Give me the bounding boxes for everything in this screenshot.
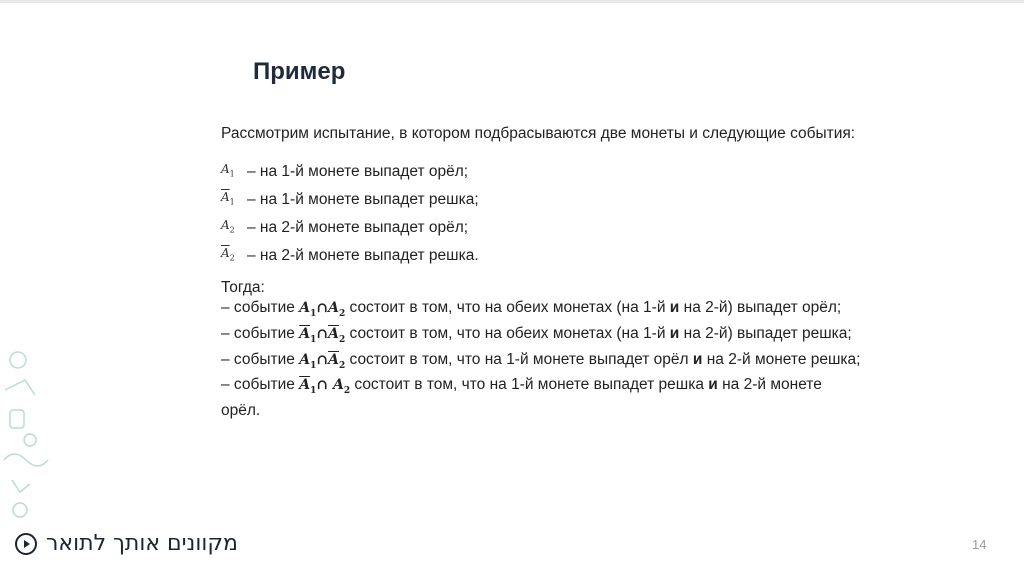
slide-title: Пример: [253, 58, 346, 85]
statement: – событие $\overline{A}_1\cap\overline{A}_2$ состоит в том, что на обеих монетах (на 1-й и на 2-й) выпадет решка;: [221, 324, 852, 345]
event-item: [221, 242, 861, 270]
formula: $\overline{A}_1\cap\overline{A}_2$: [299, 325, 346, 345]
event-text: – на 1-й монете выпадет решка;: [247, 191, 479, 208]
intro-text: Рассмотрим испытание, в котором подбрасываются две монеты и следующие события:: [221, 125, 856, 142]
event-item: [221, 158, 861, 186]
statement: – событие $A_1\cap\overline{A}_2$ состоит в том, что на 1-й монете выпадет орёл и на 2-й монете решка;: [221, 350, 861, 371]
formula: $A_1\cap A_2$: [299, 300, 346, 319]
event-symbol: $\overline{A}_1$: [221, 190, 235, 207]
event-item: [221, 214, 861, 242]
event-symbol: $A_2$: [221, 218, 235, 235]
event-symbol: $A_1$: [221, 162, 235, 179]
statement: – событие $\overline{A}_1\cap$ $A_2$ состоит в том, что на 1-й монете выпадет решка и на 2-й монете орёл.: [221, 376, 822, 420]
slide-body: [221, 124, 861, 421]
formula: $\overline{A}_1\cap$ $A_2$: [299, 377, 351, 397]
event-list: [221, 158, 861, 270]
event-text: – на 1-й монете выпадет орёл;: [247, 163, 469, 180]
doodle-decoration: [0, 330, 60, 530]
page-number: 14: [972, 537, 987, 552]
event-symbol: $\overline{A}_2$: [221, 246, 235, 263]
play-circle-icon: [14, 532, 38, 556]
formula: $A_1\cap\overline{A}_2$: [299, 351, 346, 371]
then-label: Тогда:: [221, 279, 265, 296]
top-divider: [0, 0, 1024, 3]
brand-logo: [14, 531, 238, 556]
event-text: – на 2-й монете выпадет решка.: [247, 247, 479, 264]
event-text: – на 2-й монете выпадет орёл;: [247, 219, 469, 236]
event-item: [221, 186, 861, 214]
statement: – событие $A_1\cap A_2$ состоит в том, что на обеих монетах (на 1-й и на 2-й) выпадет орёл;: [221, 299, 842, 319]
conclusions: [221, 278, 861, 421]
logo-text: מקוונים אותך לתואר: [46, 531, 238, 556]
